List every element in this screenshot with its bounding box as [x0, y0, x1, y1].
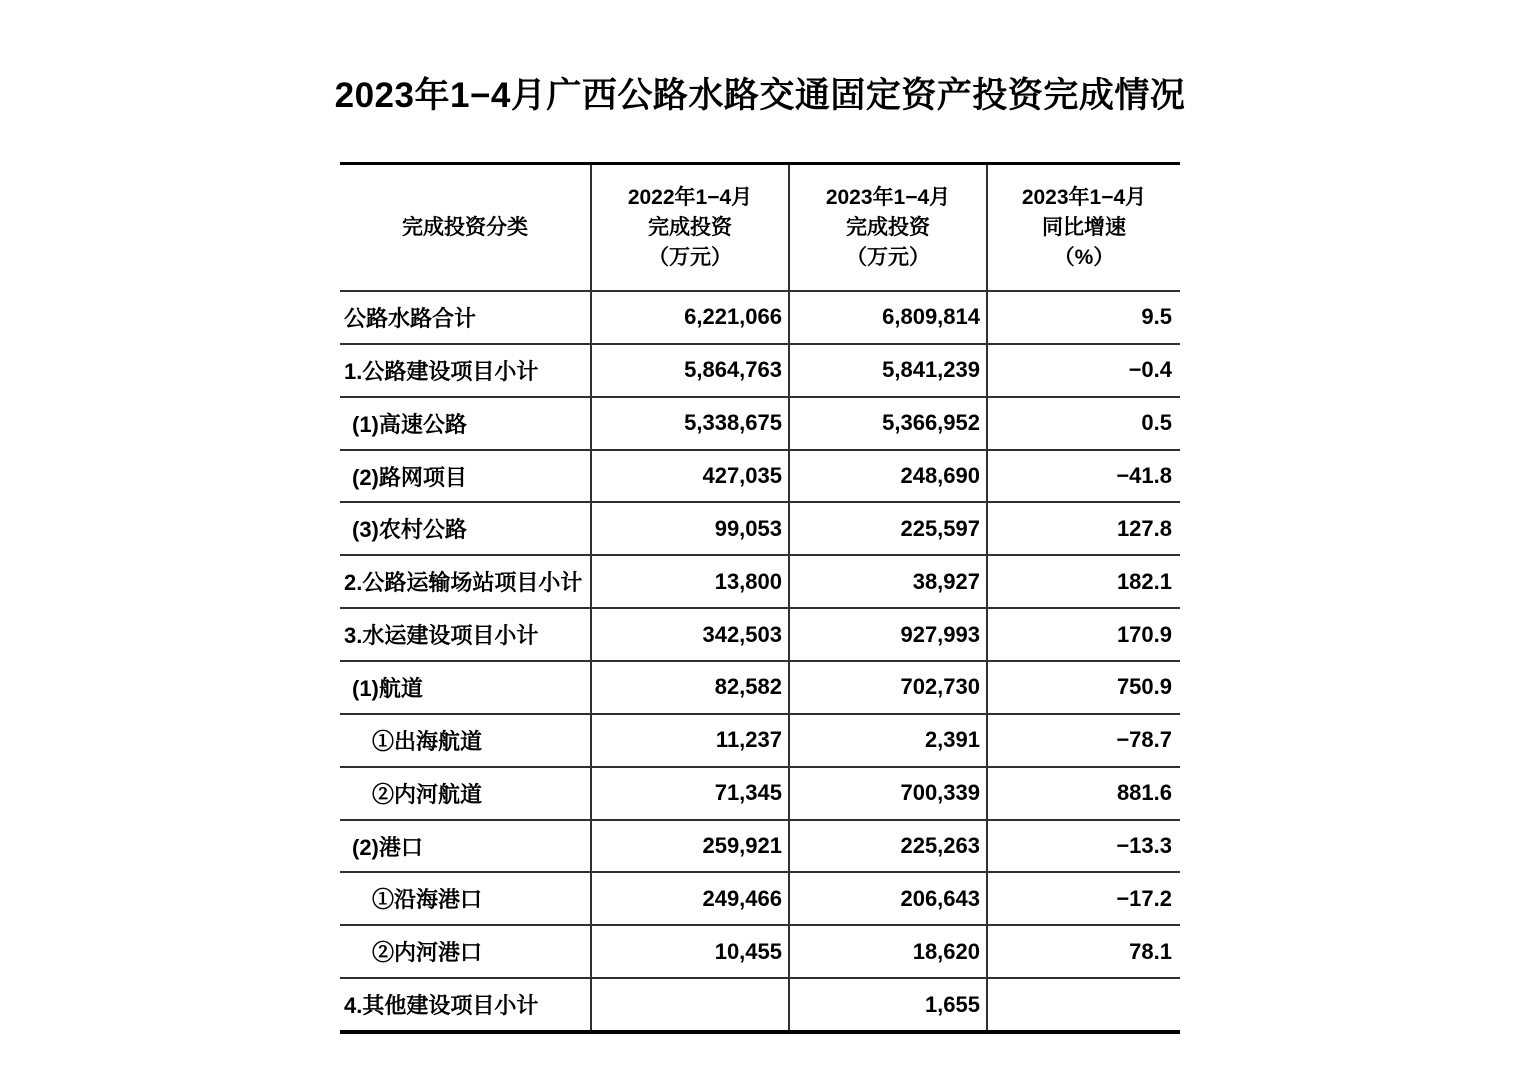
cell-growth-value: 0.5 — [1141, 410, 1172, 436]
table-row — [340, 554, 1180, 607]
table-row — [340, 713, 1180, 766]
table-row — [340, 819, 1180, 872]
cell-2023-value: 700,339 — [790, 768, 988, 819]
cell-2023-value: 5,366,952 — [790, 398, 988, 449]
row-label: (1)高速公路 — [340, 398, 592, 449]
header-category — [340, 165, 592, 290]
table-row — [340, 501, 1180, 554]
cell-2023-value: 225,263 — [790, 821, 988, 872]
cell-2022-value: 427,035 — [592, 451, 790, 502]
header-line: （%） — [1053, 245, 1115, 269]
header-line: 同比增速 — [1042, 215, 1126, 239]
table-row — [340, 607, 1180, 660]
cell-2022-value: 5,864,763 — [592, 345, 790, 396]
cell-2023-value: 2,391 — [790, 715, 988, 766]
cell-2022-value: 82,582 — [592, 662, 790, 713]
table-row — [340, 290, 1180, 343]
cell-2023-value: 6,809,814 — [790, 292, 988, 343]
row-label: 3.水运建设项目小计 — [340, 609, 592, 660]
cell-2022-value — [592, 979, 790, 1030]
cell-2023-value: 38,927 — [790, 556, 988, 607]
cell-growth-value: 78.1 — [1129, 938, 1172, 964]
cell-2022-value: 342,503 — [592, 609, 790, 660]
row-label: 1.公路建设项目小计 — [340, 345, 592, 396]
cell-2022-value: 5,338,675 — [592, 398, 790, 449]
header-line: （万元） — [648, 245, 732, 269]
header-line: 2023年1−4月 — [1021, 185, 1147, 209]
table-row — [340, 924, 1180, 977]
row-label: ②内河航道 — [340, 768, 592, 819]
cell-2023-value: 702,730 — [790, 662, 988, 713]
cell-2023-value: 206,643 — [790, 873, 988, 924]
row-label: 2.公路运输场站项目小计 — [340, 556, 592, 607]
cell-growth-value: 881.6 — [1116, 780, 1172, 806]
header-line: 2023年1−4月 — [825, 185, 951, 209]
cell-2022-value: 10,455 — [592, 926, 790, 977]
table-row — [340, 660, 1180, 713]
table-row — [340, 449, 1180, 502]
cell-growth-value: −78.7 — [1116, 727, 1172, 753]
row-label: (2)港口 — [340, 821, 592, 872]
header-growth-rate — [988, 165, 1180, 290]
table-row — [340, 396, 1180, 449]
cell-growth-value: 127.8 — [1116, 515, 1172, 541]
row-label: (3)农村公路 — [340, 503, 592, 554]
cell-growth-value: −41.8 — [1116, 463, 1172, 488]
cell-growth-value: −17.2 — [1116, 885, 1172, 911]
cell-growth-value: 9.5 — [1141, 304, 1172, 330]
header-line: （万元） — [846, 245, 930, 269]
row-label: (1)航道 — [340, 662, 592, 713]
row-label: ②内河港口 — [340, 926, 592, 977]
table-row — [340, 977, 1180, 1030]
cell-growth-value: −13.3 — [1116, 833, 1172, 859]
table-row — [340, 766, 1180, 819]
cell-growth-value — [988, 979, 1180, 1030]
cell-2022-value: 11,237 — [592, 715, 790, 766]
table-header-row — [340, 165, 1180, 290]
page-title: 2023年1−4月广西公路水路交通固定资产投资完成情况 — [334, 76, 1186, 115]
row-label: (2)路网项目 — [340, 451, 592, 502]
row-label: ①沿海港口 — [340, 873, 592, 924]
cell-2022-value: 13,800 — [592, 556, 790, 607]
header-line: 2022年1−4月 — [627, 185, 753, 209]
header-line: 完成投资 — [648, 215, 732, 239]
cell-2023-value: 1,655 — [790, 979, 988, 1030]
header-2022-investment — [592, 165, 790, 290]
header-2023-investment — [790, 165, 988, 290]
cell-2023-value: 927,993 — [790, 609, 988, 660]
cell-2023-value: 225,597 — [790, 503, 988, 554]
table-row — [340, 343, 1180, 396]
cell-2022-value: 259,921 — [592, 821, 790, 872]
cell-growth-value: 750.9 — [1116, 674, 1172, 700]
cell-2023-value: 248,690 — [790, 451, 988, 502]
header-line: 完成投资分类 — [402, 215, 528, 239]
investment-table — [340, 162, 1180, 1034]
cell-growth-value: −0.4 — [1128, 357, 1172, 383]
cell-2023-value: 5,841,239 — [790, 345, 988, 396]
cell-growth-value: 170.9 — [1116, 621, 1172, 647]
cell-2022-value: 249,466 — [592, 873, 790, 924]
header-line: 完成投资 — [846, 215, 930, 239]
cell-2022-value: 99,053 — [592, 503, 790, 554]
table-row — [340, 871, 1180, 924]
cell-2023-value: 18,620 — [790, 926, 988, 977]
cell-2022-value: 71,345 — [592, 768, 790, 819]
row-label: 公路水路合计 — [340, 292, 592, 343]
cell-2022-value: 6,221,066 — [592, 292, 790, 343]
cell-growth-value: 182.1 — [1116, 568, 1172, 594]
row-label: ①出海航道 — [340, 715, 592, 766]
row-label: 4.其他建设项目小计 — [340, 979, 592, 1030]
